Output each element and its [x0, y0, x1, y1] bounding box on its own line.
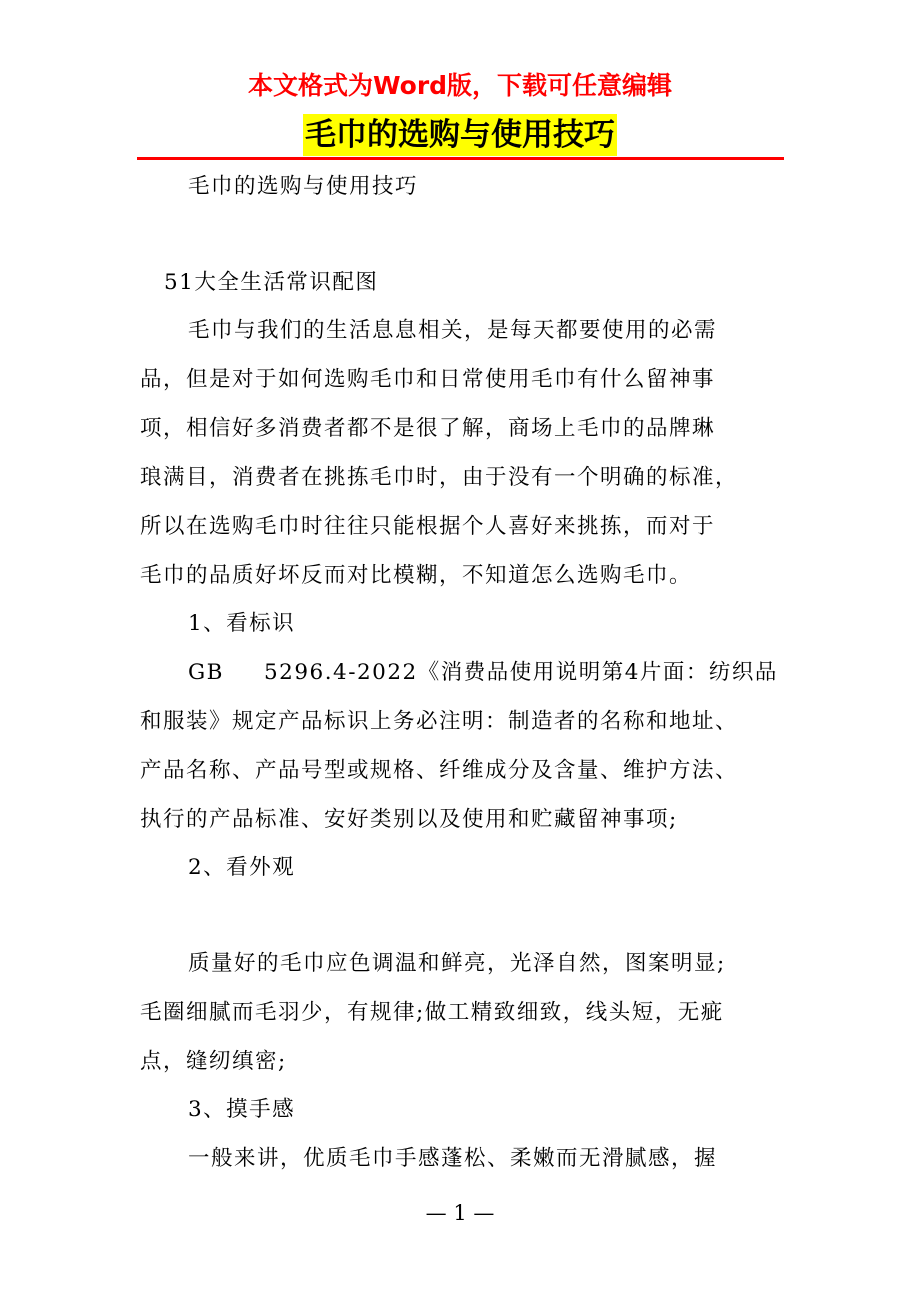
intro-line: 项，相信好多消费者都不是很了解，商场上毛巾的品牌琳	[140, 416, 716, 441]
page-title: 毛巾的选购与使用技巧	[303, 114, 617, 156]
page-number: — 1 —	[425, 1201, 495, 1225]
intro-line: 琅满目，消费者在挑拣毛巾时，由于没有一个明确的标准，	[140, 465, 739, 490]
intro-line: 品，但是对于如何选购毛巾和日常使用毛巾有什么留神事	[140, 367, 716, 392]
section-3-line: 一般来讲，优质毛巾手感蓬松、柔嫩而无滑腻感，握	[188, 1146, 718, 1171]
section-2-line: 质量好的毛巾应色调温和鲜亮，光泽自然，图案明显;	[188, 951, 726, 976]
intro-line: 毛巾与我们的生活息息相关，是每天都要使用的必需	[188, 318, 718, 343]
section-1-line: 执行的产品标准、安好类别以及使用和贮藏留神事项;	[140, 807, 678, 832]
section-1-first-line	[188, 657, 778, 689]
section-heading-labels: 1、看标识	[188, 611, 296, 636]
intro-line: 所以在选购毛巾时往往只能根据个人喜好来挑拣，而对于	[140, 514, 716, 539]
subtitle: 毛巾的选购与使用技巧	[188, 174, 419, 199]
section-1-line: 产品名称、产品号型或规格、纤维成分及含量、维护方法、	[140, 758, 739, 783]
intro-line: 毛巾的品质好坏反而对比模糊，不知道怎么选购毛巾。	[140, 563, 693, 588]
standard-code-prefix: GB	[188, 660, 224, 685]
section-1-line: 和服装》规定产品标识上务必注明：制造者的名称和地址、	[140, 709, 739, 734]
title-wrapper	[0, 114, 920, 156]
section-heading-feel: 3、摸手感	[188, 1097, 296, 1122]
image-caption: 51大全生活常识配图	[164, 270, 379, 295]
section-heading-appearance: 2、看外观	[188, 855, 296, 880]
section-2-line: 毛圈细腻而毛羽少，有规律;做工精致细致，线头短，无疵	[140, 1000, 724, 1025]
section-2-line: 点，缝纫缜密;	[140, 1049, 287, 1074]
banner-notice: 本文格式为Word版，下载可任意编辑	[247, 71, 673, 100]
title-divider	[137, 157, 784, 160]
standard-reference: 5296.4-2022《消费品使用说明第4片面：纺织品	[264, 660, 778, 685]
